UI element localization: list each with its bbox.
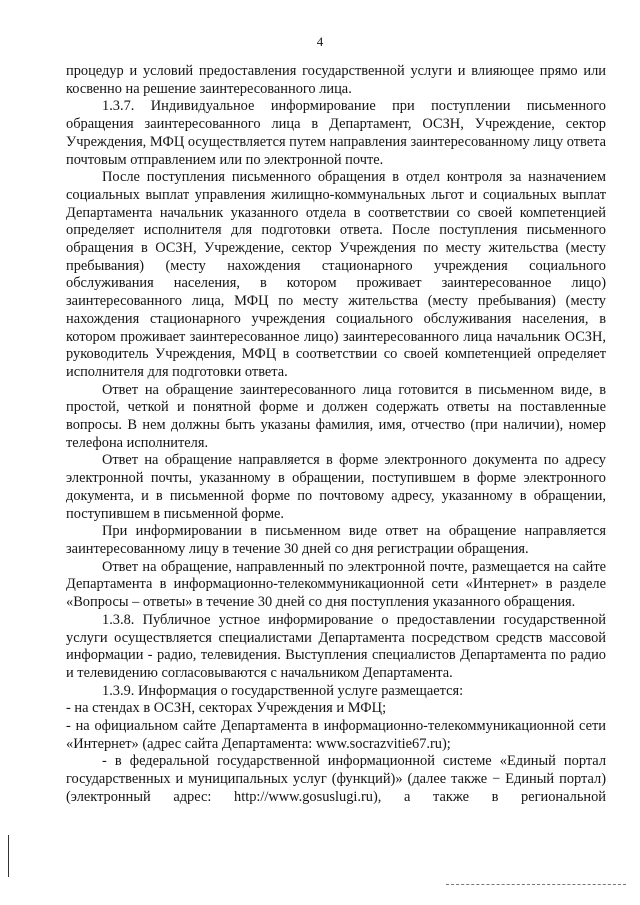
- paragraph-answer-deadline: При информировании в письменном виде ответ на обращение направляется заинтересованному лицу в течение 30 дней со дня регистрации обращения.: [66, 523, 606, 557]
- page-number: 4: [316, 34, 324, 49]
- paragraph-written-request: После поступления письменного обращения в отдел контроля за назначением социальных выплат управления жилищно-коммунальных льгот и социальных выплат Департамента начальник указанного отдела в соответствии со своей компетенцией определяет исполнителя для подготовки ответа. После поступления письменного обращения в ОСЗН, Учреждение, сектор Учреждения по месту жительства (месту пребывания) (месту нахождения стационарного учреждения социального обслуживания населения, в котором проживает заинтересованное лицо) заинтересованного лица, МФЦ по месту жительства (месту пребывания) (месту нахождения стационарного учреждения социального обслуживания населения, в котором проживает заинтересованное лицо) заинтересованного лица начальник ОСЗН, руководитель Учреждения, МФЦ в соответствии со своей компетенцией определяет исполнителя для подготовки ответа.: [66, 169, 606, 380]
- paragraph-1-3-8: 1.3.8. Публичное устное информирование о предоставлении государственной услуги осуществляется специалистами Департамента посредством средств массовой информации - радио, телевидения. Выступления специалистов Департамента по радио и телевидению согласовываются с начальником Департамента.: [66, 611, 606, 681]
- paragraph-email-answer: Ответ на обращение, направленный по электронной почте, размещается на сайте Департамента в информационно-телекоммуникационной сети «Интернет» в разделе «Вопросы – ответы» в течение 30 дней со дня поступления указанного обращения.: [66, 558, 606, 611]
- list-item-stands: - на стендах в ОСЗН, секторах Учреждения и МФЦ;: [66, 700, 387, 717]
- paragraph-answer-delivery: Ответ на обращение направляется в форме электронного документа по адресу электронной почты, указанному в обращении, поступившем в форме электронного документа, и в письменной форме по почтовому адресу, указанному в обращении, поступившем в письменной форме.: [66, 452, 606, 522]
- document-body: [66, 63, 606, 807]
- footer-dashed-line: [446, 884, 626, 885]
- paragraph-continuation: процедур и условий предоставления государственной услуги и влияющее прямо или косвенно на решение заинтересованного лица.: [66, 63, 606, 97]
- paragraph-answer-form: Ответ на обращение заинтересованного лица готовится в письменном виде, в простой, четкой и понятной форме и должен содержать ответы на поставленные вопросы. В нем должны быть указаны фамилия, имя, отчество (при наличии), номер телефона исполнителя.: [66, 381, 606, 451]
- list-item-unified-portal: - в федеральной государственной информационной системе «Единый портал государственных и муниципальных услуг (функций)» (далее также − Единый портал) (электронный адрес: http://www.gosuslugi.ru), а также в региональной: [66, 753, 606, 805]
- list-item-official-site: - на официальном сайте Департамента в информационно-телекоммуникационной сети «Интернет» (адрес сайта Департамента: www.socrazvitie67.ru);: [66, 718, 606, 752]
- paragraph-1-3-9: 1.3.9. Информация о государственной услуге размещается:: [102, 682, 464, 699]
- left-margin-line: [8, 835, 9, 877]
- paragraph-1-3-7: 1.3.7. Индивидуальное информирование при поступлении письменного обращения заинтересованного лица в Департамент, ОСЗН, Учреждение, сектор Учреждения, МФЦ осуществляется путем направления заинтересованному лицу ответа почтовым отправлением или по электронной почте.: [66, 98, 606, 168]
